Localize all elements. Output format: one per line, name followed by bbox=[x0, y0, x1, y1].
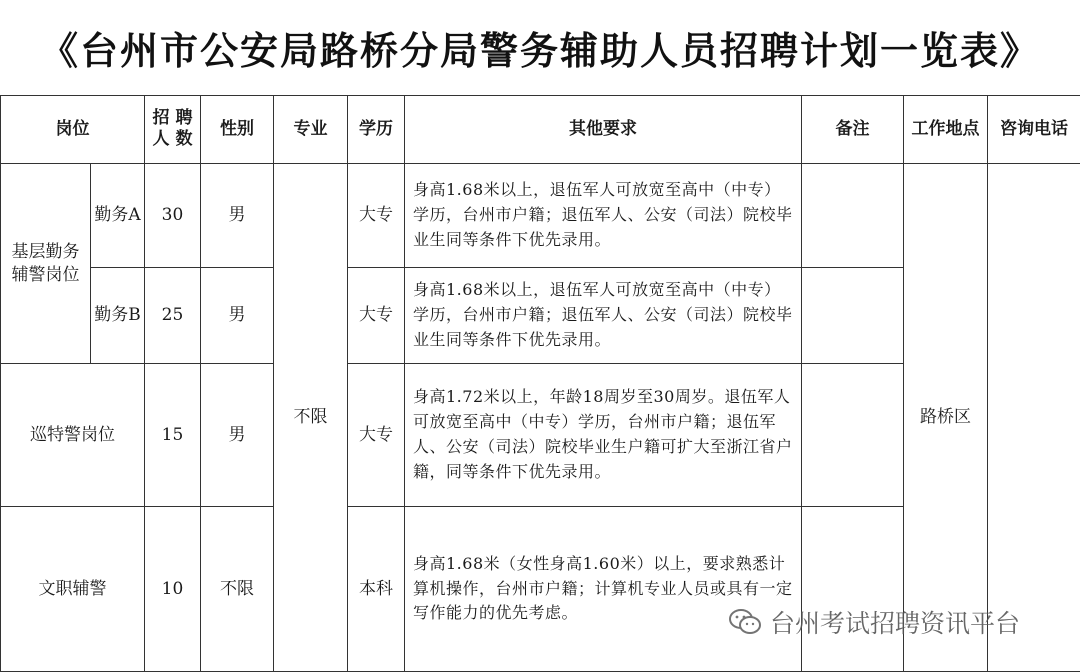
header-gender: 性别 bbox=[201, 96, 274, 164]
post-name: 勤务B bbox=[91, 268, 145, 364]
post-name: 勤务A bbox=[91, 164, 145, 268]
post-count: 30 bbox=[145, 164, 201, 268]
group-basic bbox=[1, 164, 91, 364]
post-requirement: 身高1.68米以上，退伍军人可放宽至高中（中专）学历，台州市户籍；退伍军人、公安（司法）院校毕业生同等条件下优先录用。 bbox=[405, 164, 802, 268]
table-row bbox=[1, 164, 1080, 268]
post-remark bbox=[802, 164, 904, 268]
header-location: 工作地点 bbox=[904, 96, 988, 164]
post-name: 文职辅警 bbox=[1, 507, 145, 672]
wechat-icon bbox=[728, 608, 762, 636]
header-count-line1: 招 聘 bbox=[153, 108, 193, 128]
shared-location: 路桥区 bbox=[904, 164, 988, 672]
post-requirement: 身高1.68米（女性身高1.60米）以上，要求熟悉计算机操作，台州市户籍；计算机专业人员或具有一定写作能力的优先考虑。 bbox=[405, 507, 802, 672]
header-other: 其他要求 bbox=[405, 96, 802, 164]
page-title: 《台州市公安局路桥分局警务辅助人员招聘计划一览表》 bbox=[0, 0, 1080, 95]
group-basic-label: 基层勤务辅警岗位 bbox=[8, 241, 84, 287]
post-gender: 男 bbox=[201, 268, 274, 364]
recruitment-plan-table bbox=[0, 95, 1080, 672]
post-name: 巡特警岗位 bbox=[1, 364, 145, 507]
post-education: 大专 bbox=[348, 364, 405, 507]
post-count: 15 bbox=[145, 364, 201, 507]
watermark-text: 台州考试招聘资讯平台 bbox=[770, 604, 1020, 640]
post-education: 大专 bbox=[348, 268, 405, 364]
header-phone: 咨询电话 bbox=[988, 96, 1080, 164]
watermark bbox=[728, 604, 1020, 640]
shared-major: 不限 bbox=[274, 164, 348, 672]
header-count-line2: 人 数 bbox=[153, 129, 193, 149]
post-requirement: 身高1.72米以上，年龄18周岁至30周岁。退伍军人可放宽至高中（中专）学历，台州市户籍；退伍军人、公安（司法）院校毕业生户籍可扩大至浙江省户籍，同等条件下优先录用。 bbox=[405, 364, 802, 507]
header-count bbox=[145, 96, 201, 164]
post-count: 25 bbox=[145, 268, 201, 364]
post-remark bbox=[802, 364, 904, 507]
post-requirement: 身高1.68米以上，退伍军人可放宽至高中（中专）学历，台州市户籍；退伍军人、公安（司法）院校毕业生同等条件下优先录用。 bbox=[405, 268, 802, 364]
post-gender: 不限 bbox=[201, 507, 274, 672]
post-gender: 男 bbox=[201, 164, 274, 268]
header-post: 岗位 bbox=[1, 96, 145, 164]
shared-phone bbox=[988, 164, 1080, 672]
post-education: 本科 bbox=[348, 507, 405, 672]
post-remark bbox=[802, 507, 904, 672]
post-count: 10 bbox=[145, 507, 201, 672]
table-header-row bbox=[1, 96, 1080, 164]
post-education: 大专 bbox=[348, 164, 405, 268]
header-education: 学历 bbox=[348, 96, 405, 164]
header-remark: 备注 bbox=[802, 96, 904, 164]
header-major: 专业 bbox=[274, 96, 348, 164]
post-gender: 男 bbox=[201, 364, 274, 507]
post-remark bbox=[802, 268, 904, 364]
